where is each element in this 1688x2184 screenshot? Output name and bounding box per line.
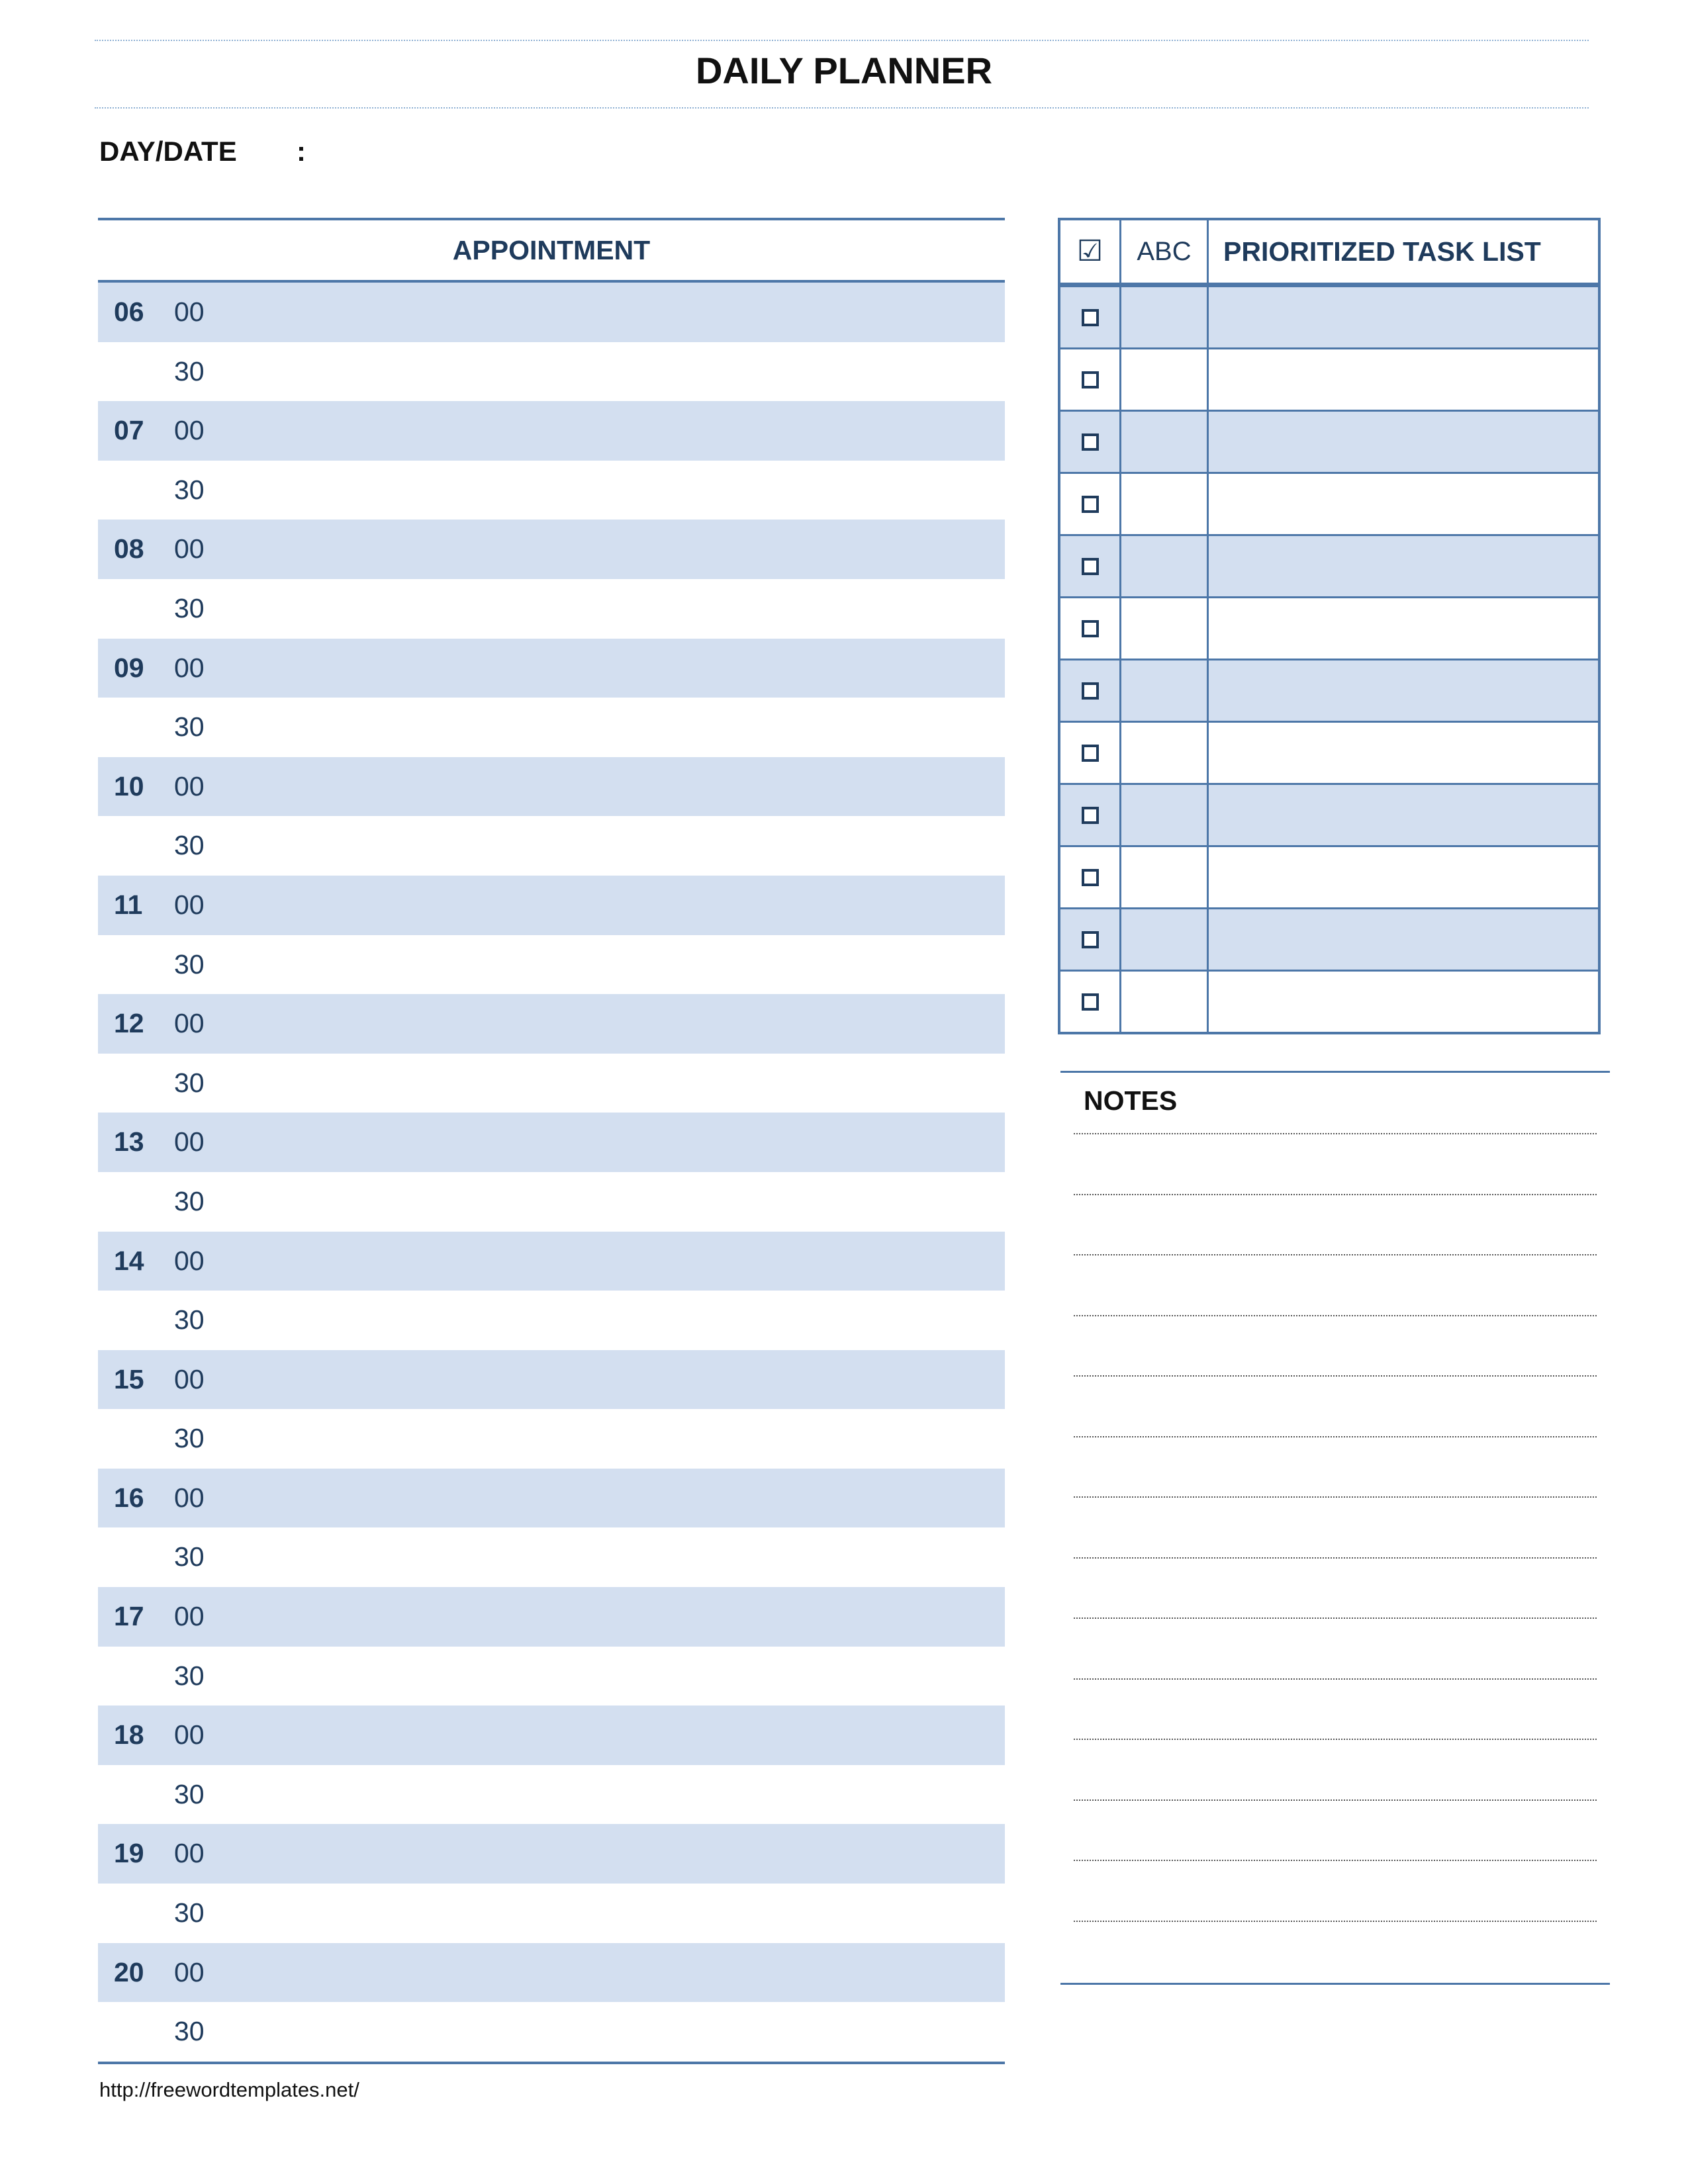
- appointment-minute: 00: [174, 1363, 205, 1394]
- appointment-minute: 30: [174, 1897, 205, 1929]
- appointment-row[interactable]: [98, 401, 1005, 461]
- task-header-check-cell: [1060, 220, 1121, 283]
- appointment-row[interactable]: [98, 579, 1005, 639]
- task-check-cell: [1060, 972, 1121, 1032]
- appointment-row[interactable]: [98, 876, 1005, 935]
- appointment-minute: 30: [174, 2016, 205, 2047]
- task-priority-cell[interactable]: [1121, 598, 1209, 659]
- task-text-cell[interactable]: [1209, 412, 1598, 472]
- appointment-row[interactable]: [98, 1824, 1005, 1884]
- task-priority-cell[interactable]: [1121, 723, 1209, 783]
- notes-line[interactable]: [1074, 1194, 1597, 1195]
- task-text-cell[interactable]: [1209, 909, 1598, 970]
- appointment-row[interactable]: [98, 1291, 1005, 1350]
- task-checkbox[interactable]: [1082, 309, 1099, 326]
- appointment-minute: 00: [174, 1482, 205, 1513]
- notes-line[interactable]: [1074, 1860, 1597, 1861]
- appointment-bottom-rule: [98, 2062, 1005, 2064]
- task-text-cell[interactable]: [1209, 723, 1598, 783]
- task-check-cell: [1060, 847, 1121, 907]
- notes-bottom-rule: [1060, 1983, 1610, 1985]
- task-row: [1060, 907, 1598, 970]
- top-dotted-rule: [95, 40, 1589, 41]
- task-row: [1060, 534, 1598, 596]
- task-text-cell[interactable]: [1209, 972, 1598, 1032]
- notes-line[interactable]: [1074, 1921, 1597, 1922]
- task-check-cell: [1060, 287, 1121, 347]
- notes-line[interactable]: [1074, 1678, 1597, 1680]
- appointment-row[interactable]: [98, 1409, 1005, 1469]
- appointment-minute: 00: [174, 1008, 205, 1039]
- title-dotted-rule: [95, 107, 1589, 109]
- notes-line[interactable]: [1074, 1557, 1597, 1559]
- task-check-cell: [1060, 474, 1121, 534]
- task-row: [1060, 970, 1598, 1032]
- appointment-minute: 00: [174, 1956, 205, 1987]
- appointment-minute: 00: [174, 1245, 205, 1276]
- task-checkbox[interactable]: [1082, 558, 1099, 575]
- appointment-hour: 15: [114, 1363, 144, 1394]
- appointment-hour: 20: [114, 1956, 144, 1987]
- task-text-cell[interactable]: [1209, 785, 1598, 845]
- appointment-minute: 00: [174, 770, 205, 801]
- appointment-minute: 30: [174, 1778, 205, 1809]
- appointment-minute: 00: [174, 1719, 205, 1751]
- appointment-row[interactable]: [98, 1884, 1005, 1943]
- task-priority-cell[interactable]: [1121, 412, 1209, 472]
- task-checkbox[interactable]: [1082, 745, 1099, 762]
- task-priority-cell[interactable]: [1121, 972, 1209, 1032]
- appointment-minute: 30: [174, 830, 205, 861]
- appointment-header: APPOINTMENT: [98, 220, 1005, 283]
- appointment-row[interactable]: [98, 994, 1005, 1054]
- notes-line[interactable]: [1074, 1799, 1597, 1801]
- task-checkbox[interactable]: [1082, 993, 1099, 1011]
- appointment-table: [98, 218, 1005, 2064]
- appointment-minute: 30: [174, 1185, 205, 1216]
- appointment-minute: 30: [174, 948, 205, 979]
- notes-line[interactable]: [1074, 1254, 1597, 1255]
- task-checkbox[interactable]: [1082, 496, 1099, 513]
- appointment-minute: 30: [174, 355, 205, 387]
- appointment-minute: 00: [174, 1126, 205, 1158]
- appointment-row[interactable]: [98, 1054, 1005, 1113]
- task-text-cell[interactable]: [1209, 536, 1598, 596]
- appointment-minute: 30: [174, 711, 205, 743]
- appointment-row[interactable]: [98, 1232, 1005, 1291]
- appointment-hour: 08: [114, 533, 144, 565]
- notes-line[interactable]: [1074, 1617, 1597, 1619]
- appointment-minute: 00: [174, 1838, 205, 1869]
- task-check-cell: [1060, 536, 1121, 596]
- notes-line[interactable]: [1074, 1436, 1597, 1437]
- task-checkbox[interactable]: [1082, 371, 1099, 388]
- footer-url[interactable]: http://freewordtemplates.net/: [99, 2078, 359, 2101]
- appointment-hour: 07: [114, 415, 144, 446]
- task-check-cell: [1060, 598, 1121, 659]
- task-check-cell: [1060, 412, 1121, 472]
- appointment-row[interactable]: [98, 1350, 1005, 1410]
- task-priority-cell[interactable]: [1121, 785, 1209, 845]
- notes-section: [1060, 1071, 1610, 1116]
- task-text-cell[interactable]: [1209, 598, 1598, 659]
- task-text-cell[interactable]: [1209, 660, 1598, 721]
- appointment-row[interactable]: [98, 1113, 1005, 1172]
- task-text-cell[interactable]: [1209, 474, 1598, 534]
- task-row: [1060, 659, 1598, 721]
- task-header-priority: ABC: [1121, 220, 1209, 283]
- appointment-minute: 00: [174, 533, 205, 565]
- appointment-row[interactable]: [98, 520, 1005, 579]
- task-check-cell: [1060, 909, 1121, 970]
- appointment-hour: 10: [114, 770, 144, 801]
- task-table: [1058, 218, 1601, 1034]
- appointment-row[interactable]: [98, 816, 1005, 876]
- appointment-minute: 00: [174, 415, 205, 446]
- appointment-row[interactable]: [98, 698, 1005, 757]
- appointment-row[interactable]: [98, 1172, 1005, 1232]
- appointment-minute: 00: [174, 652, 205, 683]
- task-header-title: PRIORITIZED TASK LIST: [1223, 236, 1541, 267]
- notes-title: NOTES: [1084, 1085, 1178, 1116]
- appointment-hour: 13: [114, 1126, 144, 1158]
- appointment-hour: 18: [114, 1719, 144, 1751]
- task-priority-cell[interactable]: [1121, 660, 1209, 721]
- appointment-row[interactable]: [98, 1587, 1005, 1647]
- task-checkbox[interactable]: [1082, 807, 1099, 824]
- appointment-row[interactable]: [98, 935, 1005, 995]
- task-rows: [1060, 285, 1598, 1032]
- task-row: [1060, 721, 1598, 783]
- task-priority-cell[interactable]: [1121, 287, 1209, 347]
- appointment-row[interactable]: [98, 1647, 1005, 1706]
- appointment-hour: 16: [114, 1482, 144, 1513]
- page-title: DAILY PLANNER: [695, 50, 993, 91]
- notes-line[interactable]: [1074, 1315, 1597, 1316]
- appointment-hour: 09: [114, 652, 144, 683]
- task-priority-cell[interactable]: [1121, 349, 1209, 410]
- task-row: [1060, 410, 1598, 472]
- appointment-row[interactable]: [98, 1527, 1005, 1587]
- task-row: [1060, 596, 1598, 659]
- task-check-cell: [1060, 723, 1121, 783]
- day-date-label: DAY/DATE: [99, 136, 237, 167]
- appointment-row[interactable]: [98, 2002, 1005, 2062]
- appointment-minute: 30: [174, 1067, 205, 1098]
- notes-line[interactable]: [1074, 1133, 1597, 1134]
- appointment-hour: 17: [114, 1601, 144, 1632]
- appointment-row[interactable]: [98, 461, 1005, 520]
- task-text-cell[interactable]: [1209, 349, 1598, 410]
- notes-top-rule: [1060, 1071, 1610, 1073]
- appointment-hour: 06: [114, 296, 144, 327]
- task-text-cell[interactable]: [1209, 287, 1598, 347]
- task-header-row: [1060, 220, 1598, 285]
- appointment-minute: 00: [174, 1601, 205, 1632]
- task-row: [1060, 472, 1598, 534]
- task-checkbox[interactable]: [1082, 682, 1099, 700]
- checked-box-icon: ☑: [1076, 235, 1103, 267]
- appointment-minute: 30: [174, 1423, 205, 1454]
- task-checkbox[interactable]: [1082, 931, 1099, 948]
- task-row: [1060, 845, 1598, 907]
- appointment-row[interactable]: [98, 757, 1005, 817]
- notes-line[interactable]: [1074, 1739, 1597, 1740]
- appointment-row[interactable]: [98, 1943, 1005, 2003]
- appointment-minute: 00: [174, 889, 205, 920]
- appointment-rows: [98, 283, 1005, 2062]
- task-row: [1060, 285, 1598, 347]
- day-date-colon[interactable]: :: [297, 136, 306, 167]
- appointment-minute: 00: [174, 296, 205, 327]
- appointment-row[interactable]: [98, 283, 1005, 342]
- task-row: [1060, 783, 1598, 845]
- task-check-cell: [1060, 349, 1121, 410]
- appointment-minute: 30: [174, 1660, 205, 1691]
- appointment-row[interactable]: [98, 1765, 1005, 1825]
- task-check-cell: [1060, 660, 1121, 721]
- appointment-minute: 30: [174, 474, 205, 505]
- appointment-row[interactable]: [98, 639, 1005, 698]
- task-check-cell: [1060, 785, 1121, 845]
- notes-line[interactable]: [1074, 1375, 1597, 1377]
- task-checkbox[interactable]: [1082, 620, 1099, 637]
- appointment-row[interactable]: [98, 1706, 1005, 1765]
- task-row: [1060, 347, 1598, 410]
- notes-line[interactable]: [1074, 1496, 1597, 1498]
- appointment-hour: 12: [114, 1008, 144, 1039]
- appointment-row[interactable]: [98, 1469, 1005, 1528]
- task-checkbox[interactable]: [1082, 433, 1099, 451]
- task-priority-cell[interactable]: [1121, 909, 1209, 970]
- appointment-minute: 30: [174, 592, 205, 623]
- task-checkbox[interactable]: [1082, 869, 1099, 886]
- task-text-cell[interactable]: [1209, 847, 1598, 907]
- appointment-hour: 19: [114, 1838, 144, 1869]
- appointment-minute: 30: [174, 1541, 205, 1572]
- appointment-row[interactable]: [98, 342, 1005, 402]
- task-priority-cell[interactable]: [1121, 847, 1209, 907]
- appointment-hour: 14: [114, 1245, 144, 1276]
- task-priority-cell[interactable]: [1121, 536, 1209, 596]
- appointment-hour: 11: [114, 889, 143, 920]
- task-priority-cell[interactable]: [1121, 474, 1209, 534]
- appointment-minute: 30: [174, 1304, 205, 1336]
